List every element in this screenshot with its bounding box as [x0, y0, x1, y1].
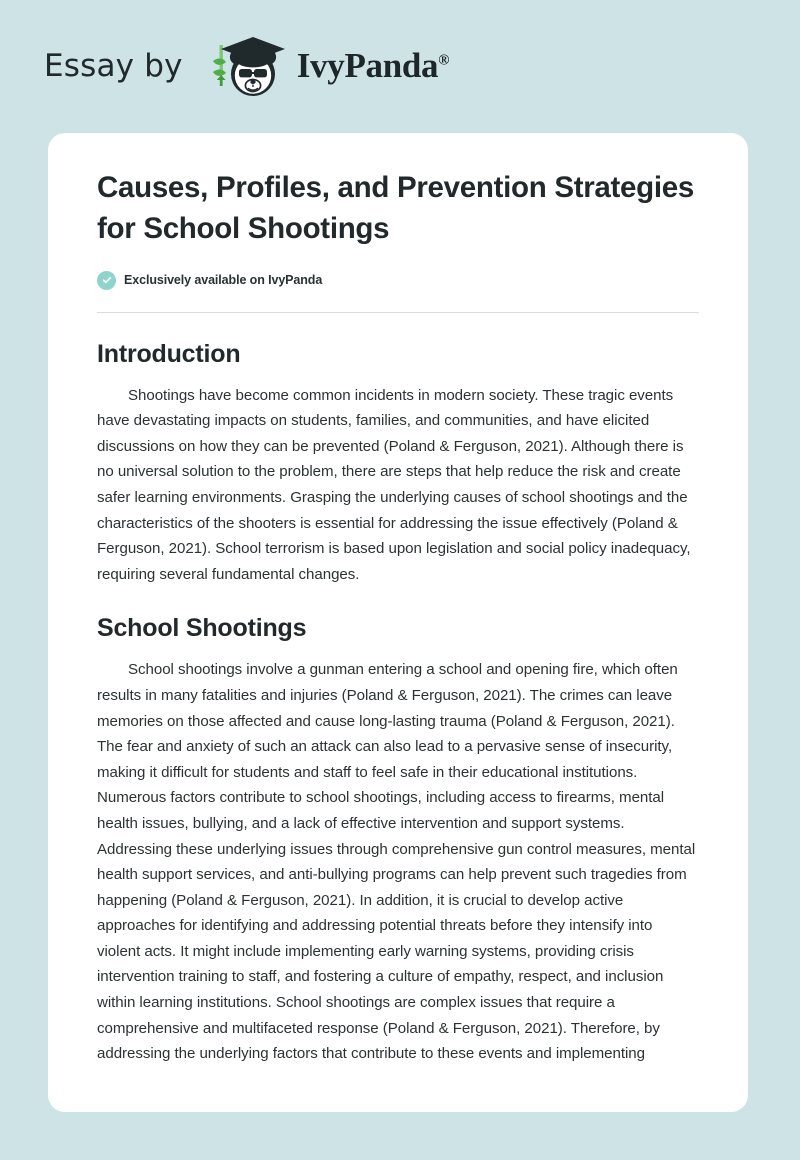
- check-circle-icon: [97, 271, 116, 290]
- status-badge: [97, 271, 699, 290]
- paper-content: [48, 133, 748, 1067]
- status-badge-label: Exclusively available on IvyPanda: [124, 273, 323, 288]
- page-title: Causes, Profiles, and Prevention Strategies for School Shootings: [97, 171, 694, 246]
- registered-trademark-symbol: ®: [438, 52, 450, 69]
- ivypanda-wordmark: [297, 48, 449, 83]
- section-heading-school-shootings: School Shootings: [97, 614, 307, 643]
- section-heading-introduction: Introduction: [97, 339, 241, 368]
- section-paragraph: School shootings involve a gunman entering a school and opening fire, which often results in many fatalities and injuries (Poland & Ferguson, 2021). The crimes can leave memories on those affected and cause long-lasting trauma (Poland & Ferguson, 2021). The fear and anxiety of such an attack can also lead to a pervasive sense of insecurity, making it difficult for students and staff to feel safe in their educational institutions. Numerous factors contribute to school shootings, including access to firearms, mental health issues, bullying, and a lack of effective intervention and support systems. Addressing these underlying issues through comprehensive gun control measures, mental health support services, and anti-bullying programs can help prevent such tragedies from happening (Poland & Ferguson, 2021). In addition, it is crucial to develop active approaches for identifying and addressing potential threats before they intensify into violent acts. It might include implementing early warning systems, providing crisis intervention training to staff, and fostering a culture of empathy, respect, and inclusion within learning institutions. School shootings are complex issues that require a comprehensive and multifaceted response (Poland & Ferguson, 2021). Therefore, by addressing the underlying factors that contribute to these events and implementing: [97, 661, 696, 1063]
- essay-paper-card: [48, 133, 748, 1112]
- panda-graduation-cap-icon: [199, 31, 295, 103]
- section-paragraph: Shootings have become common incidents in modern society. These tragic events have devastating impacts on students, families, and communities, and have elicited discussions on how they can be prevented (Poland & Ferguson, 2021). Although there is no universal solution to the problem, there are steps that help reduce the risk and create safer learning environments. Grasping the underlying causes of school shootings and the characteristics of the shooters is essential for addressing the issue effectively (Poland & Ferguson, 2021). School terrorism is based upon legislation and social policy inadequacy, requiring several fundamental changes.: [97, 386, 691, 583]
- ivypanda-logo[interactable]: [199, 31, 449, 103]
- essay-by-label: Essay by: [44, 48, 183, 84]
- brand-header: [0, 0, 800, 133]
- header-divider: [97, 312, 699, 313]
- wordmark-text: IvyPanda: [296, 46, 439, 85]
